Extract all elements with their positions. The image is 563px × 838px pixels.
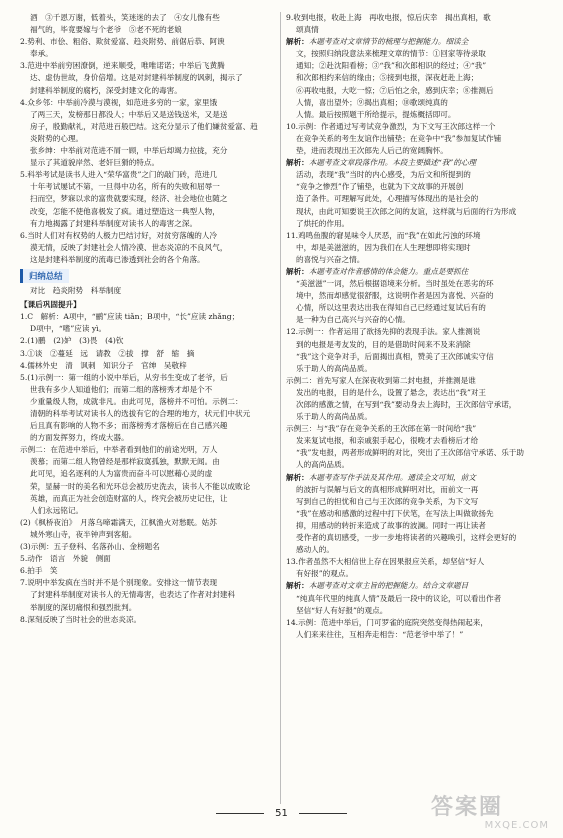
- watermark-cn: 答案圈: [431, 795, 504, 820]
- right-line: 的喜悦与兴奋之情。: [296, 254, 365, 264]
- right-line: 发出的电报，目的是什么，设置了悬念，表达出“我”对王: [296, 387, 487, 397]
- practice-line: 了封建科举制度对读书人的无情毒害，也表达了作者对封建科: [30, 590, 236, 600]
- right-line: 心情，所以这里表达出我在得知自己已经通过复试后有的: [296, 303, 486, 313]
- watermark-logo: [431, 796, 549, 832]
- left-line: 了两三天，发榜那日都没人；中举后又是送钱送米，又是送: [30, 109, 228, 119]
- left-column: [20, 12, 276, 626]
- right-line: “纯真年代里的纯真人情”及最后一段中的议论，可以看出作者: [296, 593, 502, 603]
- right-line: [286, 266, 543, 278]
- practice-line: 1.C 解析：A项中，“鹂”应读 tiǎn；B项中，“长”应读 zhǎng；: [20, 312, 240, 322]
- right-line: 在竞争关系的考生友谊作出铺垫；在竞争中“我”参加复试作铺: [296, 133, 502, 143]
- practice-line: 清朝的科举考试对读书人的选拔有它的合理的地方，状元们中状元: [30, 409, 251, 418]
- right-line: 11.鸡鸣鱼腹的窘晃味令人厌恶，而“我”在如此污浊的环境: [286, 230, 481, 240]
- left-lines: [20, 12, 276, 266]
- practice-line: 城外寒山寺，夜半钟声到客船。: [30, 529, 137, 539]
- left-line: 张乡绅：中举前对范进不屑一顾，中举后却竭力拉拢，充分: [30, 146, 228, 156]
- left-line: 2.势利、市侩、粗俗、欺贫爱富、趋炎附势、前倨后恭、阿谀: [20, 37, 225, 47]
- right-line: 垫，进而表现出王次郎先人后己的宽阔胸怀。: [296, 146, 448, 156]
- practice-line: 后且真有影响的人物不多；而落榜秀才落榜后在自己感兴趣: [30, 421, 228, 431]
- right-line: 有好报”的观点。: [296, 569, 354, 579]
- analysis-label: 解析：: [286, 581, 309, 591]
- analysis-text: 本题考查对文章情节的梳理与把握能力。细读全: [308, 37, 469, 47]
- right-line: 14.示例：范进中举后，门可罗雀的庭院突然变得热闹起来，: [286, 617, 488, 627]
- practice-line: (3)示例：五子登科、名落孙山、金榜题名: [20, 542, 160, 552]
- right-line: 受作者的真切感受，一步一步地将读者的兴趣唤引，这样会更好的: [296, 533, 517, 543]
- analysis-label: 解析：: [286, 37, 309, 47]
- summary-line: 对比 趋炎附势 科举制度: [30, 286, 122, 296]
- practice-line: 5.(1)示例一：第一组的小说中举后，从穷书生变成了老爷，后: [20, 372, 228, 382]
- right-line: “竞争之惨烈”作了铺垫，也就为下文故事的开展创: [296, 182, 464, 192]
- right-line: [286, 36, 543, 48]
- left-line: 4.众乡邻：中举前冷漠与漠视，如范进多穷的一家，家里饿: [20, 97, 218, 107]
- analysis-label: 解析：: [286, 158, 309, 168]
- right-line: 抑，用感动的转折来造成了故事的波澜。同时一再让读者: [296, 520, 486, 530]
- right-line: 文，按照归纳段意法来梳理文章的情节：①回家等待录取: [296, 49, 486, 59]
- right-line: 人的高尚品质。: [296, 460, 350, 470]
- left-line: 这是封建科举制度的流毒已渗透到社会的各个角落。: [30, 254, 205, 264]
- right-line: 写到自己的担忧和自己与王次郎的竞争关系，为下文写: [296, 496, 479, 506]
- left-line: 达、虚伪世故，身价倍增。这是对封建科举制度的讽刺，揭示了: [30, 73, 243, 83]
- practice-line: 的方面发挥努力，终成大器。: [30, 433, 129, 443]
- right-line: 人情。最后按照题干所给提示，提炼概括即可。: [296, 109, 456, 119]
- left-line: 炎附势的心理。: [30, 133, 84, 143]
- page-number: 51: [275, 808, 288, 819]
- right-line: 人情，喜出望外；⑨揭出真相；⑩歌颂纯真的: [296, 97, 448, 107]
- left-line: 改变，怎能不使他喜极发了疯。通过塑造这一典型人物，: [30, 206, 220, 216]
- left-line: 有力地揭露了封建科举制度对读书人的毒害之深。: [30, 218, 198, 228]
- right-line: ⑥再收电报，大吃一惊；⑦后怕之余，感到庆幸；⑧推测后: [296, 85, 494, 95]
- right-column: [286, 12, 543, 641]
- practice-lines: [20, 311, 276, 625]
- practice-line: D项中，“嗜”应读 yì。: [30, 324, 107, 334]
- right-line: 的波折与误解与后文的真相形成鲜明对比，而前文一再: [296, 484, 479, 494]
- left-line: 奉承。: [30, 49, 53, 59]
- right-line: 13.作者虽然不大相信世上存在因果报应关系，却坚信“好人: [286, 557, 485, 567]
- right-line: 人们来来往往，互相奔走相告：“范老爷中举了！”: [296, 629, 464, 639]
- right-line: 活动，表现“我”当时的内心感受，为后文和所提到的: [296, 170, 471, 180]
- right-line: 乐于助人的高尚品质。: [296, 412, 372, 422]
- practice-line: 羡慕；而第二组人物曾经是那样寂寞孤独，默默无闻。由: [30, 457, 220, 467]
- right-line: “我”发电报，两者形成鲜明的对比，突出了王次郎信守承诺、乐于助: [296, 448, 524, 458]
- practice-line: 少重量级人物，成就非凡。由此可见，落榜并不可怕。示例二：: [30, 396, 243, 406]
- right-line: [286, 472, 543, 484]
- right-line: 9.收到电报，收赴上海 再收电报，惊后庆幸 揭出真相，歌: [286, 13, 491, 22]
- analysis-text: 本题考查对文章主旨的把握能力。结合文章题目: [308, 581, 469, 591]
- practice-line: (2)《枫桥夜泊》 月落乌啼霜满天，江枫渔火对愁眠。姑苏: [20, 517, 217, 527]
- right-line: 10.示例：作者通过写考试竞争激烈，为下文写王次郎这样一个: [286, 121, 496, 131]
- right-line: 12.示例一：作者运用了欲扬先抑的表现手法。家人推测说: [286, 327, 481, 337]
- practice-line: 英雄，而真正为社会创造财富的人，终究会被历史记住，让: [30, 493, 228, 503]
- right-line: 了烘托的作用。: [296, 218, 350, 228]
- left-line: 3.范进中举前穷困潦倒，逆来顺受，唯唯诺诺；中举后飞黄腾: [20, 61, 225, 71]
- analysis-label: 解析：: [286, 266, 309, 276]
- right-line: 乐于助人的高尚品质。: [296, 363, 372, 373]
- summary-heading: 归纳总结: [20, 269, 69, 283]
- left-line: 酒 ③千恩万谢，低着头，笑迷迷的去了 ④女儿像有些: [30, 13, 220, 22]
- right-line: 是一种为自己高兴与兴奋的心情。: [296, 315, 410, 325]
- left-line: 扫而空，梦寐以求的富贵就要实现，经济、社会地位也随之: [30, 194, 228, 204]
- right-line: “我”这个竞争对手，后面揭出真相，赞美了王次郎诚实守信: [296, 351, 494, 361]
- practice-line: 6.拍手 笑: [20, 566, 58, 576]
- right-line: 造了条件。可理解写此处，心理描写体现出的是社会的: [296, 194, 479, 204]
- right-line: 到的电报是考友发的，目的是借助时间来不及来消除: [296, 339, 471, 349]
- practice-line: 7.说明中举发疯在当时并不是个别现象。安排这一情节表现: [20, 578, 218, 588]
- right-line: [286, 580, 543, 592]
- right-line: 示例三：与“我”存在竞争关系的王次郎在第一时间给“我”: [286, 424, 477, 434]
- footer-rule-left: [216, 813, 264, 814]
- practice-line: 4.儒林外史 清 讽刺 知识分子 官绅 吴敬梓: [20, 360, 187, 370]
- practice-line: 举制度的深切痛恨和强烈批判。: [30, 602, 137, 612]
- right-line: 发来复试电报，和亲戚狠手起心，很晚才去看榜后才给: [296, 436, 479, 446]
- left-line: 5.科举考试是读书人进入“荣华富贵”之门的敲门砖，范进几: [20, 170, 218, 180]
- practice-heading: 【课后巩固提升】: [20, 300, 81, 310]
- left-line: 漠无情，反映了封建社会人情冷漠、世态炎凉的不良风气，: [30, 242, 228, 252]
- left-line: 福气的，毕竟要嫁与个老爷 ⑤老不死的老娘: [30, 25, 182, 35]
- practice-line: 8.深刻反映了当时社会的世态炎凉。: [20, 614, 142, 624]
- right-line: 中，却是美滋滋的，因为我们在人生理想即将实现时: [296, 242, 471, 252]
- right-line: 示例二：首先写家人在深夜收到第二封电报，并推测是谁: [286, 375, 476, 385]
- practice-line: 3.①谈 ②蔓延 远 请教 ②拔 撑 舒 缩 摘: [20, 348, 195, 358]
- analysis-text: 本题考查写作手法及其作用。通读全文可知，前文: [308, 472, 476, 482]
- practice-line: 荣，显赫一时的美名和光环总会被历史洗去，读书人不能以成败论: [30, 481, 251, 491]
- right-line: 感动人的。: [296, 545, 334, 555]
- column-divider: [280, 12, 281, 804]
- left-line: 房子，殷勤献礼，对范进百般巴结。这充分显示了他们嫌贫爱富、趋: [30, 121, 258, 131]
- analysis-label: 解析：: [286, 472, 309, 482]
- right-line: 通知；②赴沈阳看榜；③“我”和次郎相识的经过；④“我”: [296, 61, 487, 71]
- analysis-text: 本题考查文章段落作用。本段主要描述“我”的心理: [308, 158, 477, 168]
- right-line: 和次郎相约来信的缘由；⑤接到电报，深夜赶赴上海；: [296, 73, 479, 83]
- right-line: “美滋滋”一词，然后根据语境来分析。当时虽处在恶劣的环: [296, 279, 494, 289]
- analysis-text: 本题考查对作者感情的体会能力。重点是要抓住: [308, 266, 469, 276]
- right-line: [286, 157, 543, 169]
- left-line: 封建科举制度的腐朽，深受封建文化的毒害。: [30, 85, 182, 95]
- practice-line: 此可见，追名逐利的人为富贵而奋斗可以慰藉心灵的虚: [30, 469, 213, 479]
- right-lines: [286, 12, 543, 641]
- right-line: 颂真情: [296, 25, 319, 35]
- practice-line: 示例二：在范进中举后，中举者看到他们的前途光明，万人: [20, 445, 218, 455]
- right-line: 次郎的感激之情，在写到“我”要动身去上海时，王次郎信守承诺，: [296, 400, 517, 409]
- left-line: 十年考试屡试不第，一旦得中功名，所有的失败和屈辱一: [30, 182, 220, 192]
- right-line: 现状，由此可知要说王次郎之间的友谊，这样就与后面的行为形成: [296, 206, 517, 216]
- right-line: 坚信“好人有好报”的观点。: [296, 605, 388, 615]
- left-line: 显示了其道貌岸然、老奸巨猾的特点。: [30, 158, 160, 168]
- practice-line: 5.动作 语言 外貌 侧面: [20, 554, 111, 564]
- footer-rule-right: [299, 813, 347, 814]
- practice-line: 世我有多少人知道他们；而第二组的落榜秀才却是个不: [30, 384, 213, 394]
- watermark-en: MXQE.COM: [484, 820, 549, 831]
- practice-line: 2.(1)鹏 (2)妒 (3)畏 (4)钦: [20, 336, 124, 346]
- practice-line: 人们永远铭记。: [30, 505, 84, 515]
- right-line: 境中，然而却感觉很舒服，这说明作者是因为喜悦、兴奋的: [296, 291, 494, 301]
- right-line: “我”在感动和感激的过程中打下伏笔，在写法上叫做欲扬先: [296, 508, 494, 518]
- left-line: 6.当时人们对有权势的人极力巴结讨好，对贫穷落魄的人冷: [20, 230, 218, 240]
